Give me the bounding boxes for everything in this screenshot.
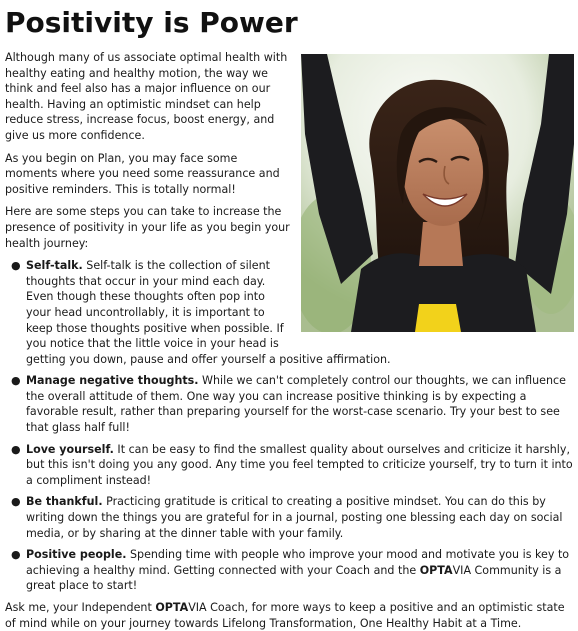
bullet-icon: ● bbox=[11, 374, 21, 388]
list-item bbox=[11, 258, 574, 367]
step-text: Self-talk is the collection of silent thoughts that occur in your mind each day. Even though these thoughts often pop into your head uncontrollably, it is important to keep those thoughts positive when possible. If you notice that the little voice in your head is getting you down, pause and offer yourself a positive affirmation. bbox=[26, 259, 391, 366]
bullet-icon: ● bbox=[11, 548, 21, 562]
intro-paragraph-2: As you begin on Plan, you may face some moments where you need some reassurance and positive reminders. This is totally normal! bbox=[5, 151, 280, 196]
intro-paragraph-3: Here are some steps you can take to increase the presence of positivity in your life as you begin your health journey: bbox=[5, 205, 290, 250]
brand-name-rest: VIA bbox=[188, 601, 207, 614]
page-title: Positivity is Power bbox=[5, 6, 298, 39]
step-text: While we can't completely control our thoughts, we can influence the overall attitude of them. One way you can increase positive thinking is by expecting a favorable result, rather than preparing yourself for the worst-case scenario. Try your best to see that glass half full! bbox=[26, 374, 566, 435]
list-item bbox=[11, 547, 574, 594]
step-heading: Self-talk. bbox=[26, 259, 83, 273]
step-heading: Be thankful. bbox=[26, 495, 103, 509]
closing-paragraph bbox=[5, 600, 574, 631]
step-text: Practicing gratitude is critical to creating a positive mindset. You can do this by writing down the things you are grateful for in a journal, posting one blessing each day on social media, or by sharing at the dinner table with your family. bbox=[26, 495, 563, 540]
bullet-icon: ● bbox=[11, 495, 21, 509]
bullet-icon: ● bbox=[11, 442, 21, 456]
brand-name-bold: OPTA bbox=[155, 601, 189, 614]
intro-paragraph-1: Although many of us associate optimal health with healthy eating and healthy motion, the way we think and feel also has a major influence on our health. Having an optimistic mindset can help reduce stress, increase focus, boost energy, and give us more confidence. bbox=[5, 51, 288, 142]
brand-name-bold: OPTA bbox=[419, 563, 453, 577]
list-item bbox=[11, 494, 574, 541]
step-text: It can be easy to find the smallest quality about ourselves and criticize it harshly, but this isn't doing you any good. Any time you feel tempted to criticize yourself, try to turn it into a compliment instead! bbox=[26, 442, 573, 487]
step-heading: Manage negative thoughts. bbox=[26, 374, 199, 388]
step-text: Spending time with people who improve your mood and motivate you is key to achieving a healthy mind. Getting connected with your Coach and the bbox=[26, 548, 570, 577]
step-heading: Love yourself. bbox=[26, 442, 114, 456]
step-text-end: Community is a great place to start! bbox=[26, 563, 562, 593]
bullet-icon: ● bbox=[11, 259, 21, 273]
list-item bbox=[11, 373, 574, 435]
steps-list bbox=[5, 258, 574, 594]
closing-text: Ask me, your Independent bbox=[5, 601, 156, 614]
list-item bbox=[11, 442, 574, 489]
closing-text-end: Coach, for more ways to keep a positive and an optimistic state of mind while on your journey towards Lifelong Transformation, One Healthy Habit at a Time. bbox=[5, 601, 565, 630]
brand-name-rest: VIA bbox=[452, 563, 472, 577]
step-heading: Positive people. bbox=[26, 548, 127, 562]
